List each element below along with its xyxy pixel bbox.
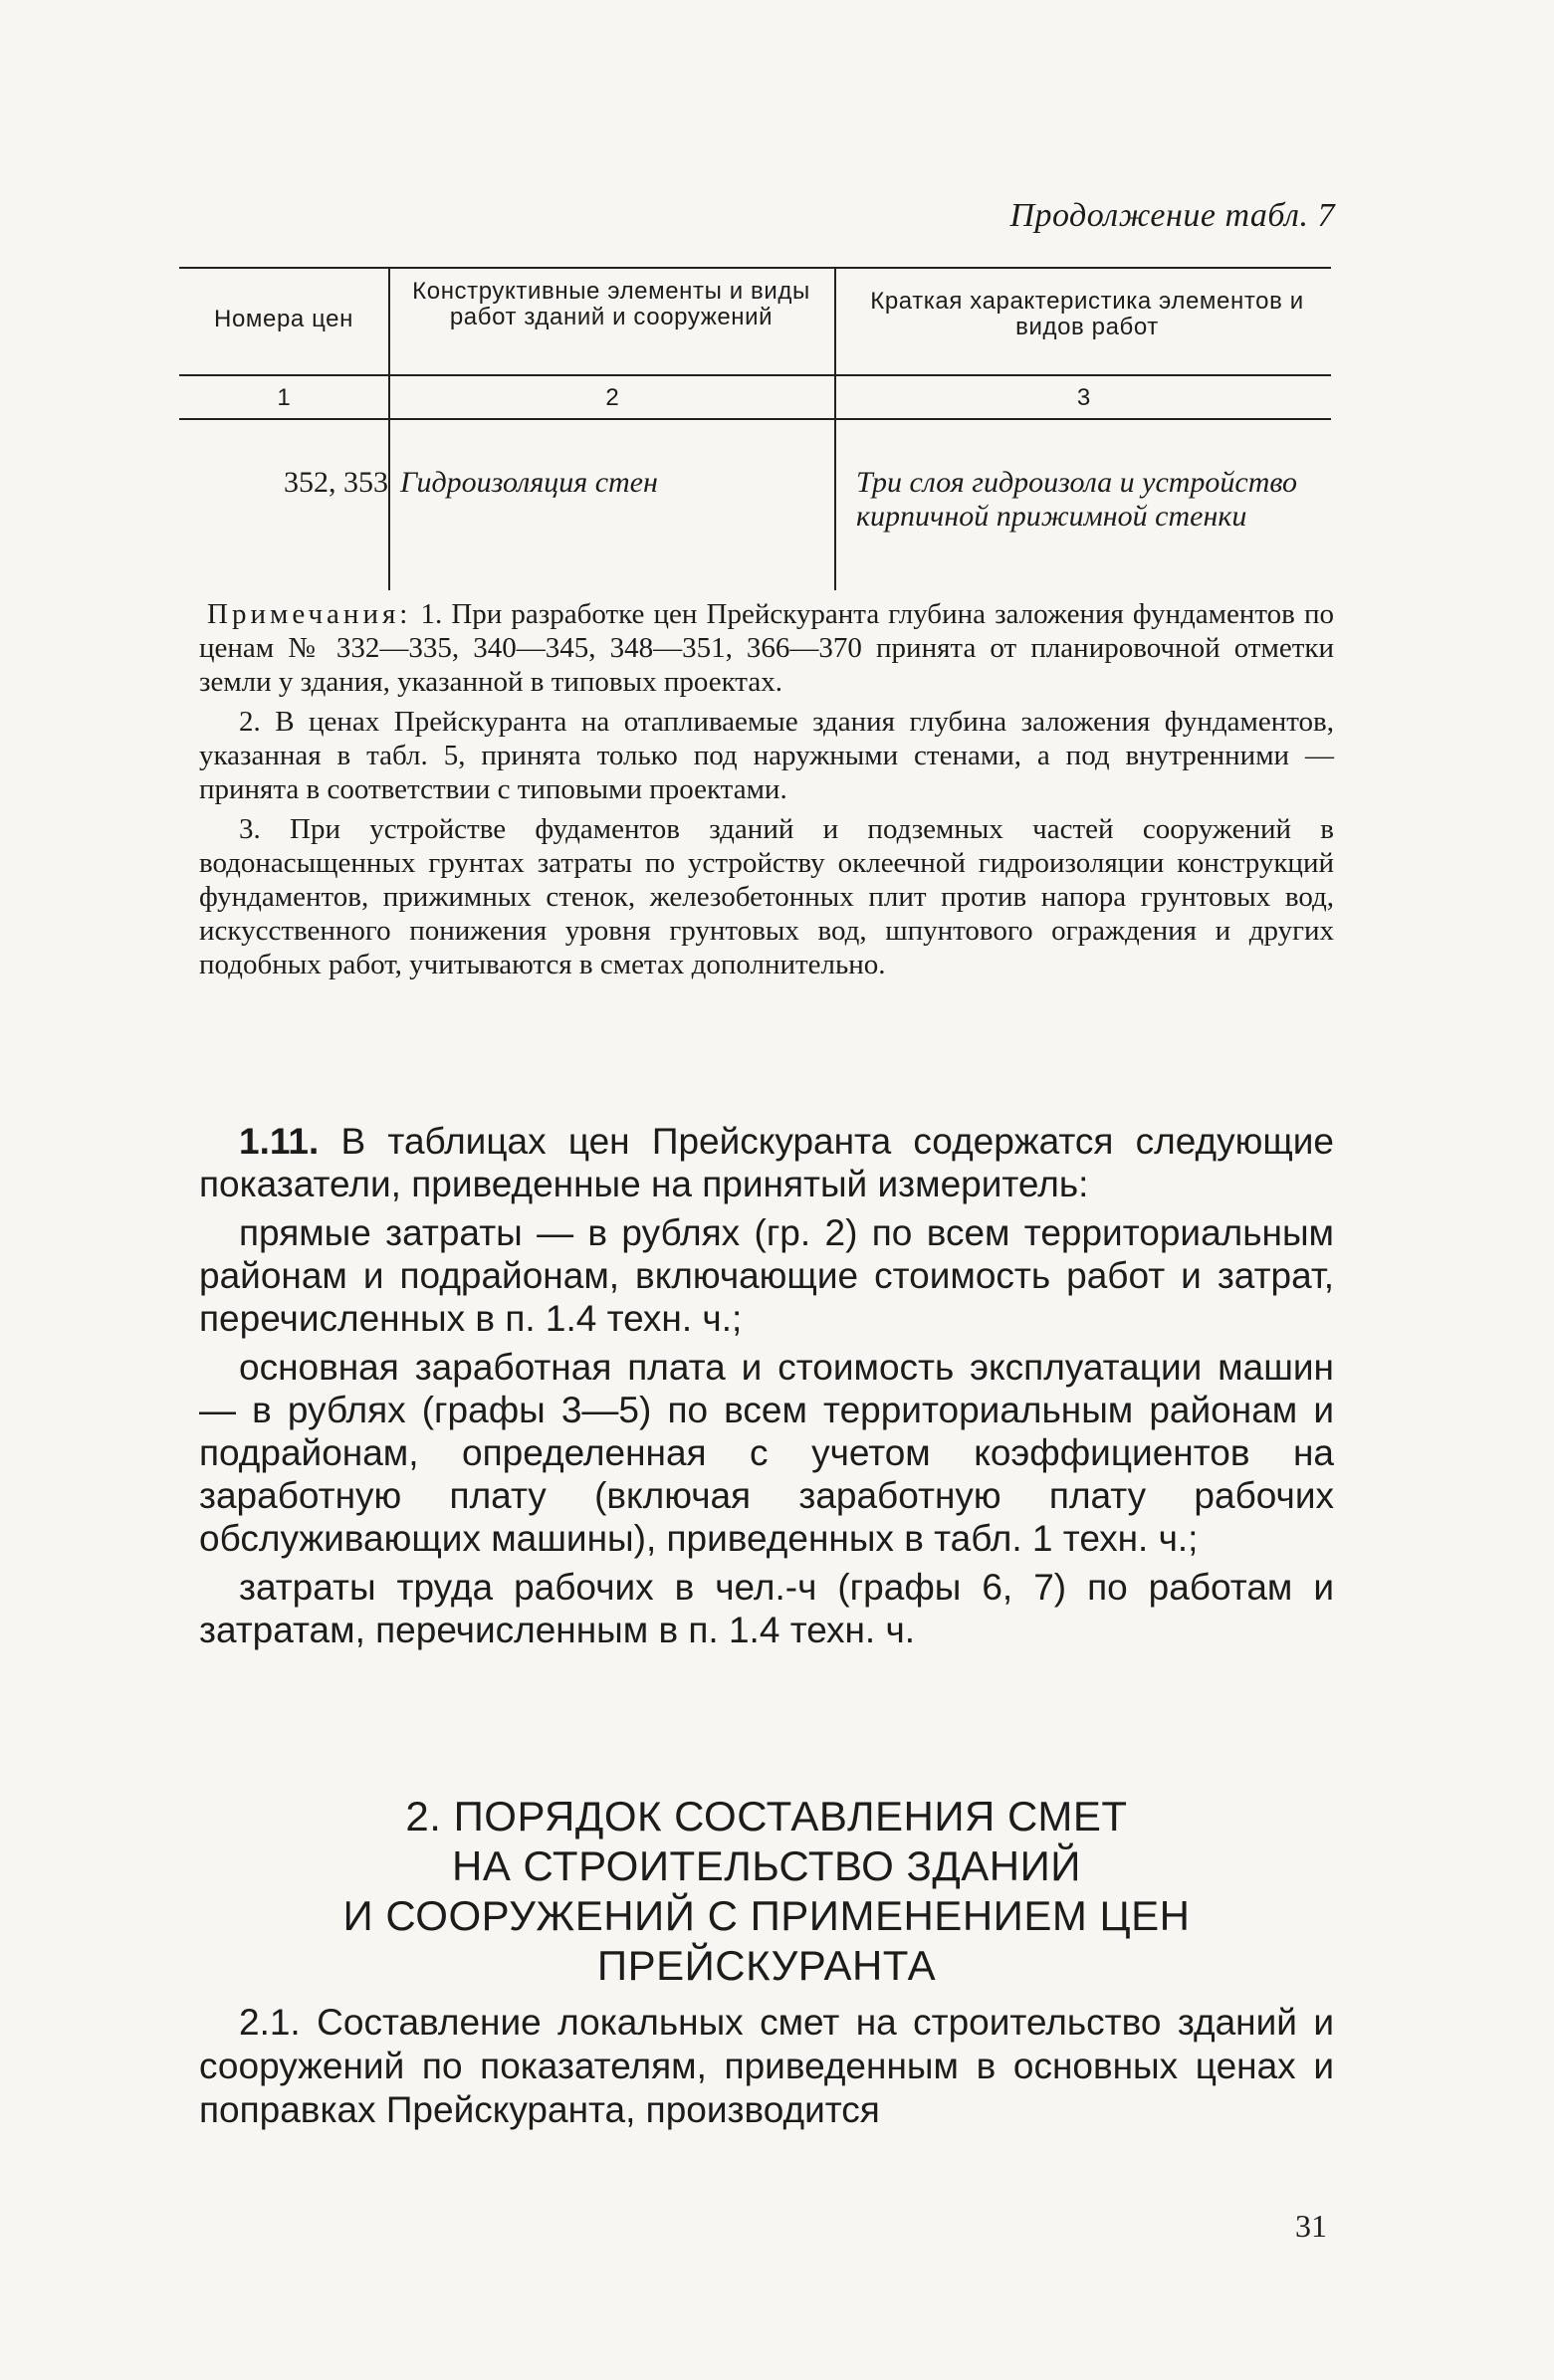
section-2-title-line-1: 2. ПОРЯДОК СОСТАВЛЕНИЯ СМЕТ xyxy=(405,1793,1128,1839)
section-1-11 xyxy=(199,1120,1334,1657)
table-header-description: Краткая характеристика элементов и видов работ xyxy=(870,288,1304,340)
section-2-1-text: Составление локальных смет на строительство зданий и сооружений по показателям, приведенным в основных ценах и поправках Прейскуранта, производится xyxy=(199,2002,1335,2130)
section-1-11-item-1: прямые затраты — в рублях (гр. 2) по всем территориальным районам и подрайонам, включающие стоимость работ и затрат, перечисленных в п. 1.4 техн. ч.; xyxy=(199,1212,1334,1339)
note-1-text: 1. При разработке цен Прейскуранта глубина заложения фундаментов по ценам № 332—335, 340—345, 348—351, 366—370 принята от планировочной отметки земли у здания, указанной в типовых проектах. xyxy=(199,598,1334,698)
table-colnum-3: 3 xyxy=(1076,384,1091,411)
table-header-rule xyxy=(179,374,1331,376)
table-header-numbers: Номера цен xyxy=(214,306,353,332)
section-2-1 xyxy=(199,2001,1334,2132)
section-1-11-intro xyxy=(199,1120,1334,1205)
table-colnum-1: 1 xyxy=(277,384,291,411)
section-2-1-paragraph xyxy=(199,2001,1334,2132)
table-numbers-rule xyxy=(179,418,1331,420)
section-1-11-item-3: затраты труда рабочих в чел.-ч (графы 6, 7) по работам и затратам, перечисленным в п. 1.4 техн. ч. xyxy=(199,1567,1334,1650)
table-header-elements: Конструктивные элементы и виды работ зданий и сооружений xyxy=(412,278,810,330)
section-2-title-line-3: И СООРУЖЕНИЙ С ПРИМЕНЕНИЕМ ЦЕН xyxy=(342,1892,1191,1939)
note-1 xyxy=(199,597,1334,699)
table-row-description: Три слоя гидроизола и устройство кирпичной прижимной стенки xyxy=(856,466,1298,533)
table-col-divider-1 xyxy=(388,267,390,590)
section-2-title xyxy=(199,1792,1334,1991)
notes-block xyxy=(199,597,1334,987)
section-2-title-line-4: ПРЕЙСКУРАНТА xyxy=(596,1942,937,1989)
note-3: 3. При устройстве фудаментов зданий и подземных частей сооружений в водонасыщенных грунтах затраты по устройству оклеечной гидроизоляции конструкций фундаментов, прижимных стенок, железобетонных плит против напора грунтовых вод, искусственного понижения уровня грунтовых вод, шпунтового ограждения и других подобных работ, учитываются в сметах дополнительно. xyxy=(199,813,1334,980)
section-2-title-line-2: НА СТРОИТЕЛЬСТВО ЗДАНИЙ xyxy=(451,1842,1081,1889)
section-1-11-intro-text: В таблицах цен Прейскуранта содержатся следующие показатели, приведенные на принятый измеритель: xyxy=(199,1121,1335,1204)
price-table xyxy=(179,267,1331,595)
section-2-1-number: 2.1. xyxy=(239,2002,301,2043)
table-row-element: Гидроизоляция стен xyxy=(400,466,658,499)
table-row-numbers: 352, 353 xyxy=(284,466,388,499)
note-2: 2. В ценах Прейскуранта на отапливаемые здания глубина заложения фундаментов, указанная в табл. 5, принята только под наружными стенами, а под внутренними — принята в соответствии с типовыми проектами. xyxy=(199,706,1334,805)
notes-label: Примечания: xyxy=(207,598,412,630)
table-colnum-2: 2 xyxy=(605,384,619,411)
section-1-11-number: 1.11. xyxy=(239,1121,320,1162)
page-number: 31 xyxy=(1295,2208,1327,2244)
table-top-rule xyxy=(179,267,1331,269)
section-1-11-item-2: основная заработная плата и стоимость эксплуатации машин — в рублях (графы 3—5) по всем территориальным районам и подрайонам, определенная с учетом коэффициентов на заработную плату (включая заработную плату рабочих обслуживающих машины), приведенных в табл. 1 техн. ч.; xyxy=(199,1347,1334,1559)
table-continuation-label: Продолжение табл. 7 xyxy=(1009,197,1335,234)
table-col-divider-2 xyxy=(834,267,836,590)
